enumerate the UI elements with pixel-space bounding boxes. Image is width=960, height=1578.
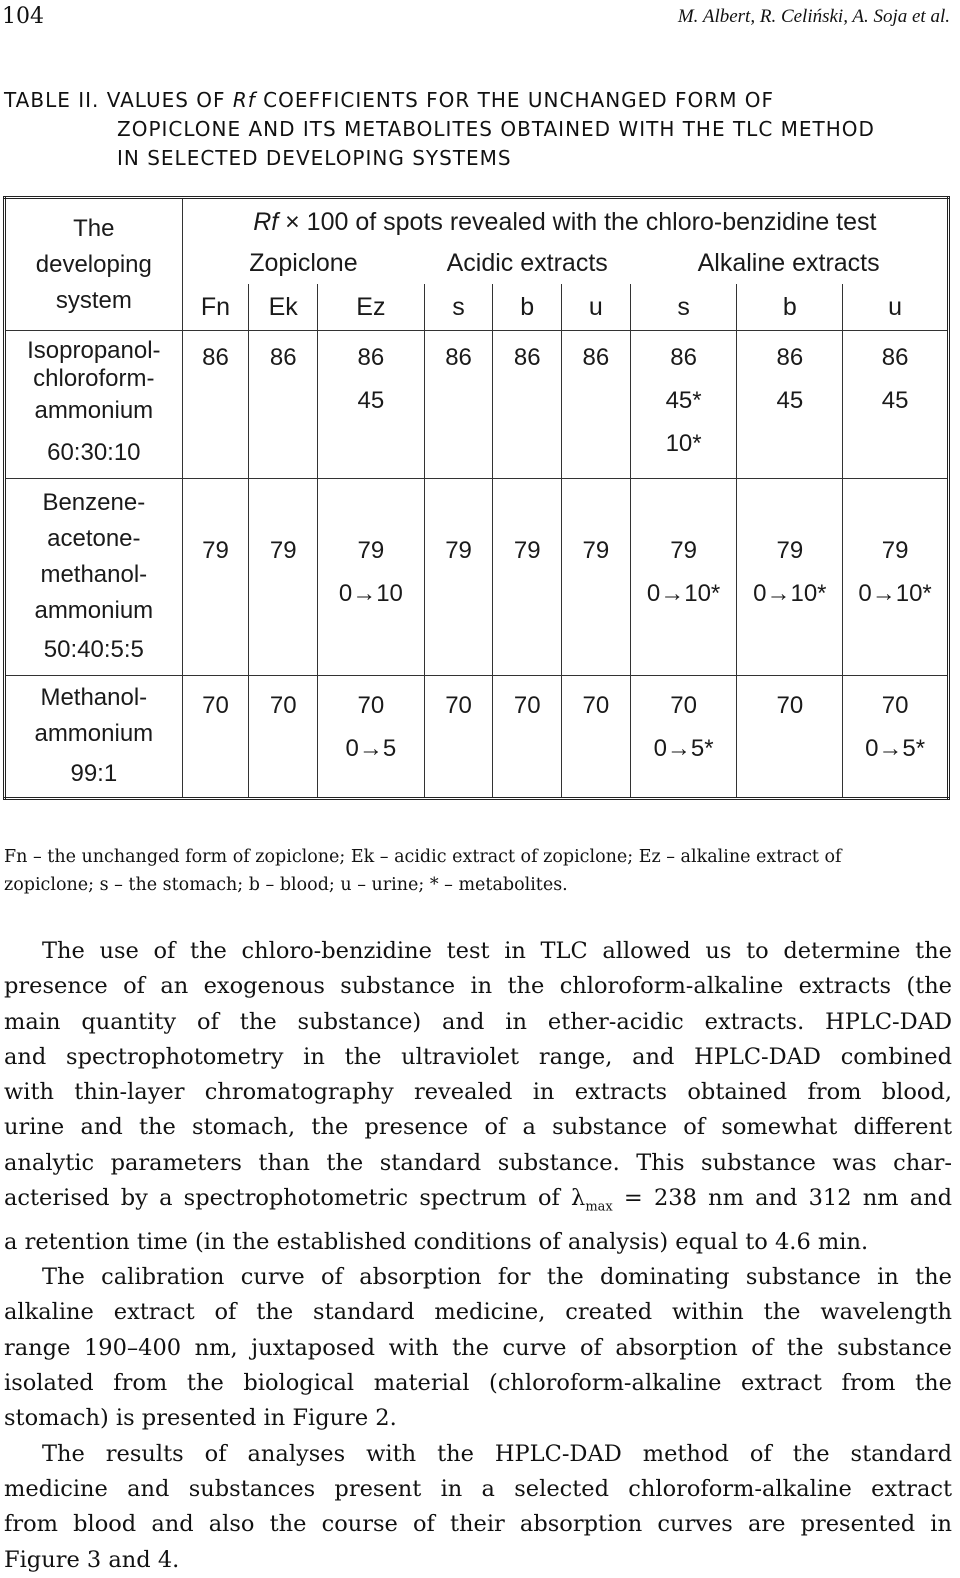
rf-value: 79: [582, 537, 610, 565]
rf-value: 0→10*: [858, 580, 932, 608]
rf-value: 70: [881, 691, 909, 719]
rf-cell: [843, 479, 949, 676]
col-acidic-s: s: [424, 284, 493, 330]
paragraph-line: medicine and substances present in a selected chloroform-alkaline extract: [4, 1475, 952, 1502]
table-row: [5, 479, 949, 676]
system-header-cell: [5, 198, 183, 331]
rf-value: 79: [513, 537, 541, 565]
table-row: [5, 331, 949, 479]
rf-cell: [182, 675, 249, 798]
caption-line-3: IN SELECTED DEVELOPING SYSTEMS: [117, 146, 512, 170]
system-line: chloroform-: [33, 365, 155, 393]
rf-cell: [630, 479, 737, 676]
rf-cell: [493, 479, 562, 676]
rf-value: 70: [776, 691, 804, 719]
table-footnote: [4, 843, 954, 899]
system-header-line: developing: [35, 250, 152, 278]
group-acidic-extracts: Acidic extracts: [446, 248, 608, 277]
system-line: 50:40:5:5: [43, 636, 144, 664]
paragraph-line: and spectrophotometry in the ultraviolet range, and HPLC-DAD combined: [4, 1043, 952, 1070]
running-head-authors: M. Albert, R. Celiński, A. Soja et al.: [677, 6, 950, 27]
rf-cell: [493, 331, 562, 479]
rf-value: 79: [776, 537, 804, 565]
rf-value: 70: [670, 691, 697, 719]
paragraph-line: Figure 3 and 4.: [4, 1546, 180, 1573]
rf-cell: [249, 331, 318, 479]
paragraph-line: urine and the stomach, the presence of a substance of somewhat different: [4, 1114, 952, 1141]
rf-value: 0→10*: [753, 580, 827, 608]
paragraph-line: range 190–400 nm, juxtaposed with the curve of absorption of the substance: [4, 1334, 952, 1361]
rf-value: 86: [513, 344, 541, 372]
rf-value: 70: [513, 691, 541, 719]
system-line: ammonium: [34, 397, 154, 425]
rf-value: 70: [582, 691, 610, 719]
group-zopiclone: Zopiclone: [249, 248, 358, 277]
paragraph-line: analytic parameters than the standard substance. This substance was char-: [4, 1149, 952, 1176]
system-cell: [5, 479, 183, 676]
paragraph-line: The use of the chloro-benzidine test in TLC allowed us to determine the: [42, 938, 952, 964]
rf-cell: [737, 479, 843, 676]
rf-value: 70: [202, 691, 229, 719]
caption-text: VALUES OF: [99, 88, 233, 112]
page-number: 104: [2, 4, 44, 29]
footnote-line: Fn – the unchanged form of zopiclone; Ek – acidic extract of zopiclone; Ez – alkaline extract of: [4, 847, 842, 867]
lambda-text: acterised by a spectrophotometric spectrum of λ: [4, 1185, 586, 1212]
col-acidic-u: u: [562, 284, 631, 330]
rf-value: 45*: [665, 387, 702, 415]
rf-cell: [737, 675, 843, 798]
rf-value: 79: [670, 537, 697, 565]
col-ez: Ez: [318, 284, 425, 330]
rf-cell: [424, 331, 493, 479]
rf-value: 45: [881, 387, 909, 415]
system-line: Benzene-: [42, 489, 146, 517]
paragraph-line: isolated from the biological material (chloroform-alkaline extract from the: [4, 1370, 952, 1397]
lambda-subscript: max: [585, 1199, 613, 1215]
rf-value: 0→5*: [653, 734, 714, 762]
rf-value: 45: [776, 387, 804, 415]
footnote-line: zopiclone; s – the stomach; b – blood; u – urine; * – metabolites.: [4, 875, 568, 895]
rf-value: 0→5*: [865, 734, 926, 762]
col-ek: Ek: [249, 284, 318, 330]
table-row: [5, 675, 949, 798]
system-cell: [5, 675, 183, 798]
rf-value: 79: [445, 537, 472, 565]
rf-values-table: [3, 196, 950, 800]
system-line: Methanol-: [40, 683, 148, 711]
paragraph-line: stomach) is presented in Figure 2.: [4, 1405, 397, 1432]
rf-value: 0→10*: [646, 580, 721, 608]
paragraph-line: main quantity of the substance) and in ether-acidic extracts. HPLC-DAD: [4, 1008, 952, 1035]
rf-cell: [562, 479, 631, 676]
main-header-rf: Rf: [253, 208, 279, 236]
system-header-line: system: [55, 286, 132, 314]
rf-cell: [843, 331, 949, 479]
rf-value: 86: [202, 344, 229, 372]
caption-label: TABLE II.: [4, 88, 100, 112]
paragraph-line: The calibration curve of absorption for the dominating substance in the: [42, 1264, 952, 1291]
running-header: [0, 4, 960, 34]
col-alkaline-u: u: [843, 284, 949, 330]
rf-cell: [630, 675, 737, 798]
caption-rf: Rf: [232, 88, 256, 112]
rf-value: 70: [445, 691, 472, 719]
paragraph-line: from blood and also the course of their absorption curves are presented in: [4, 1511, 952, 1538]
rf-value: 86: [445, 344, 472, 372]
col-alkaline-s: s: [630, 284, 737, 330]
rf-cell: [424, 479, 493, 676]
rf-cell: [182, 331, 249, 479]
col-acidic-b: b: [493, 284, 562, 330]
paragraph-line-lambda: [4, 1181, 952, 1225]
rf-value: 86: [881, 344, 909, 372]
rf-value: 79: [357, 537, 385, 565]
system-line: 99:1: [70, 759, 118, 787]
rf-cell: [249, 675, 318, 798]
rf-value: 10*: [665, 430, 702, 458]
table-caption: [4, 86, 954, 173]
rf-value: 70: [269, 691, 297, 719]
rf-value: 70: [357, 691, 385, 719]
rf-cell: [630, 331, 737, 479]
rf-value: 79: [881, 537, 909, 565]
rf-cell: [562, 331, 631, 479]
col-fn: Fn: [182, 284, 249, 330]
rf-value: 86: [269, 344, 297, 372]
caption-text: COEFFICIENTS FOR THE UNCHANGED FORM OF: [255, 88, 775, 112]
rf-cell: [737, 331, 843, 479]
system-line: acetone-: [47, 525, 141, 553]
main-header: [182, 198, 948, 242]
paragraph-line: The results of analyses with the HPLC-DAD method of the standard: [42, 1440, 952, 1467]
system-line: ammonium: [34, 719, 154, 747]
rf-value: 86: [670, 344, 697, 372]
rf-value: 86: [357, 344, 385, 372]
system-header-line: The: [73, 214, 115, 242]
system-cell: [5, 331, 183, 479]
rf-value: 45: [357, 387, 385, 415]
paragraph-line: alkaline extract of the standard medicine, created within the wavelength: [4, 1299, 952, 1326]
rf-cell: [424, 675, 493, 798]
lambda-text: = 238 nm and 312 nm and: [612, 1185, 953, 1212]
rf-value: 86: [776, 344, 804, 372]
rf-cell: [182, 479, 249, 676]
rf-value: 0→5: [345, 734, 397, 762]
paragraph-line: with thin-layer chromatography revealed in extracts obtained from blood,: [4, 1079, 952, 1106]
system-line: ammonium: [34, 597, 154, 625]
system-line: methanol-: [40, 561, 148, 589]
rf-value: 86: [582, 344, 610, 372]
rf-value: 0→10: [338, 580, 403, 608]
rf-value: 79: [202, 537, 229, 565]
rf-cell: [562, 675, 631, 798]
system-line: Isopropanol-: [27, 337, 161, 365]
rf-cell: [843, 675, 949, 798]
rf-cell: [318, 675, 425, 798]
rf-value: 79: [269, 537, 297, 565]
group-alkaline-extracts: Alkaline extracts: [630, 242, 948, 284]
col-alkaline-b: b: [737, 284, 843, 330]
rf-cell: [318, 331, 425, 479]
main-header-text: × 100 of spots revealed with the chloro-benzidine test: [278, 208, 877, 236]
caption-line-2: ZOPICLONE AND ITS METABOLITES OBTAINED WITH THE TLC METHOD: [117, 117, 875, 141]
system-line: 60:30:10: [47, 439, 141, 467]
rf-cell: [249, 479, 318, 676]
paragraph-line: presence of an exogenous substance in the chloroform-alkaline extracts (the: [4, 973, 952, 1000]
body-text: [4, 934, 952, 1578]
paragraph-line: a retention time (in the established conditions of analysis) equal to 4.6 min.: [4, 1228, 869, 1255]
rf-cell: [493, 675, 562, 798]
caption-line-1: [4, 86, 954, 115]
rf-cell: [318, 479, 425, 676]
